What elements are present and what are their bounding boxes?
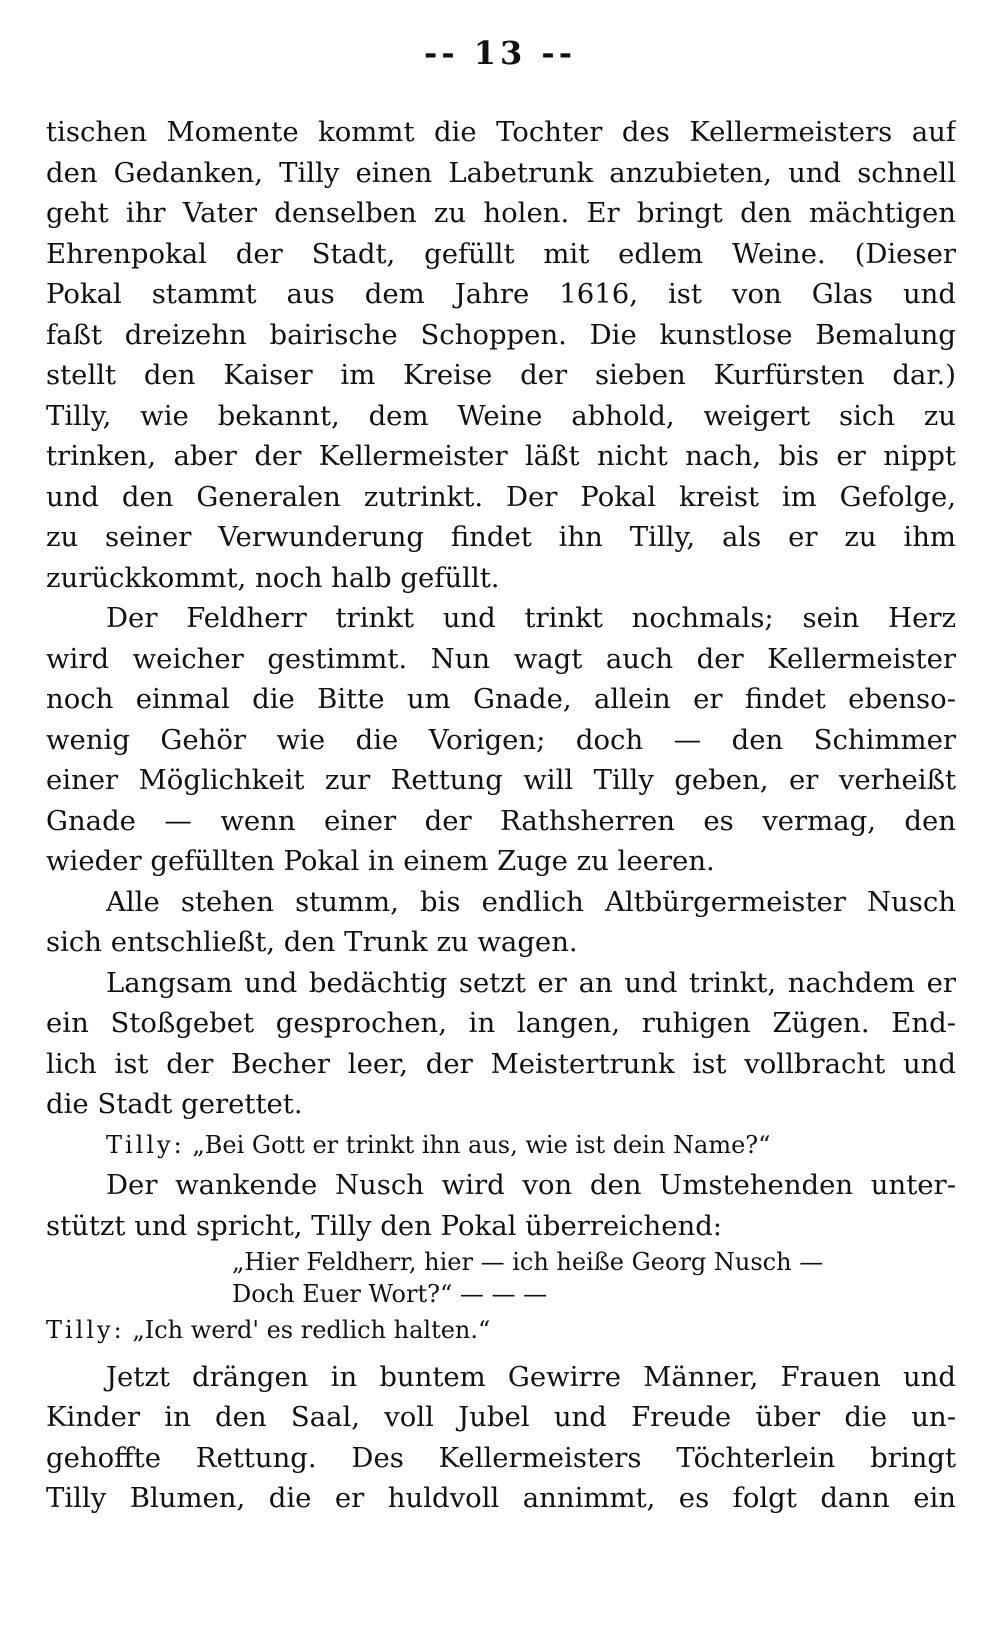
text-line: Langsam und bedächtig setzt er an und trinkt, nachdem er <box>106 966 956 999</box>
page-number: -- 13 -- <box>424 34 576 72</box>
paragraph <box>46 1165 956 1246</box>
speaker-name: Tilly: <box>46 1316 125 1344</box>
text-line: noch einmal die Bitte um Gnade, allein er findet ebenso- <box>46 683 956 715</box>
text-line: wieder gefüllten Pokal in einem Zuge zu leeren. <box>46 845 715 877</box>
paragraph <box>46 112 956 598</box>
text-line: geht ihr Vater denselben zu holen. Er bringt den mächtigen <box>46 197 956 229</box>
text-line: gehoffte Rettung. Des Kellermeisters Töchterlein bringt <box>46 1441 956 1474</box>
text-line: stützt und spricht, Tilly den Pokal überreichend: <box>46 1209 723 1242</box>
text-line: zurückkommt, noch halb gefüllt. <box>46 561 500 594</box>
text-line: sich entschließt, den Trunk zu wagen. <box>46 926 578 958</box>
paragraph <box>46 882 956 963</box>
speech-text: „Ich werd' es redlich halten.“ <box>132 1316 491 1344</box>
text-line: stellt den Kaiser im Kreise der sieben Kurfürsten dar.) <box>46 359 956 391</box>
text-line: den Gedanken, Tilly einen Labetrunk anzubieten, und schnell <box>46 156 956 189</box>
paragraph <box>46 963 956 1125</box>
text-line: Der Feldherr trinkt und trinkt nochmals; sein Herz <box>106 602 956 634</box>
body-text <box>46 112 956 1519</box>
text-line: Gnade — wenn einer der Rathsherren es vermag, den <box>46 804 956 837</box>
dialogue-line <box>46 1310 956 1351</box>
paragraph <box>46 598 956 882</box>
text-line: Tilly Blumen, die er huldvoll annimmt, es folgt dann ein <box>46 1482 956 1514</box>
text-line: lich ist der Becher leer, der Meistertrunk ist vollbracht und <box>46 1047 956 1080</box>
text-line: Tilly, wie bekannt, dem Weine abhold, weigert sich zu <box>46 399 956 432</box>
dialogue-line <box>46 1125 956 1166</box>
text-line: Jetzt drängen in buntem Gewirre Männer, Frauen und <box>106 1360 956 1393</box>
text-line: Pokal stammt aus dem Jahre 1616, ist von Glas und <box>46 278 956 310</box>
text-line: zu seiner Verwunderung findet ihn Tilly, als er zu ihm <box>46 521 956 553</box>
text-line: Ehrenpokal der Stadt, gefüllt mit edlem Weine. (Dieser <box>46 237 956 270</box>
text-line: Kinder in den Saal, voll Jubel und Freude über die un- <box>46 1401 956 1433</box>
text-line: und den Generalen zutrinkt. Der Pokal kreist im Gefolge, <box>46 480 956 513</box>
text-line: die Stadt gerettet. <box>46 1088 303 1120</box>
text-line: einer Möglichkeit zur Rettung will Tilly geben, er verheißt <box>46 764 956 796</box>
text-line: trinken, aber der Kellermeister läßt nicht nach, bis er nippt <box>46 440 956 472</box>
text-line: Der wankende Nusch wird von den Umstehenden unter- <box>106 1169 956 1201</box>
text-line: wenig Gehör wie die Vorigen; doch — den Schimmer <box>46 723 956 756</box>
paragraph <box>46 1357 956 1519</box>
quote-line: „Hier Feldherr, hier — ich heiße Georg Nusch — <box>232 1248 824 1276</box>
speech-text: „Bei Gott er trinkt ihn aus, wie ist dein Name?“ <box>192 1130 771 1159</box>
text-line: wird weicher gestimmt. Nun wagt auch der Kellermeister <box>46 642 956 675</box>
text-line: tischen Momente kommt die Tochter des Kellermeisters auf <box>46 116 956 148</box>
text-line: Alle stehen stumm, bis endlich Altbürgermeister Nusch <box>106 885 956 918</box>
text-line: ein Stoßgebet gesprochen, in langen, ruhigen Zügen. End- <box>46 1007 956 1039</box>
quote-block <box>46 1246 956 1310</box>
text-line: faßt dreizehn bairische Schoppen. Die kunstlose Bemalung <box>46 318 956 351</box>
speaker-name: Tilly: <box>106 1130 185 1159</box>
quote-line: Doch Euer Wort?“ — — — <box>232 1280 548 1308</box>
